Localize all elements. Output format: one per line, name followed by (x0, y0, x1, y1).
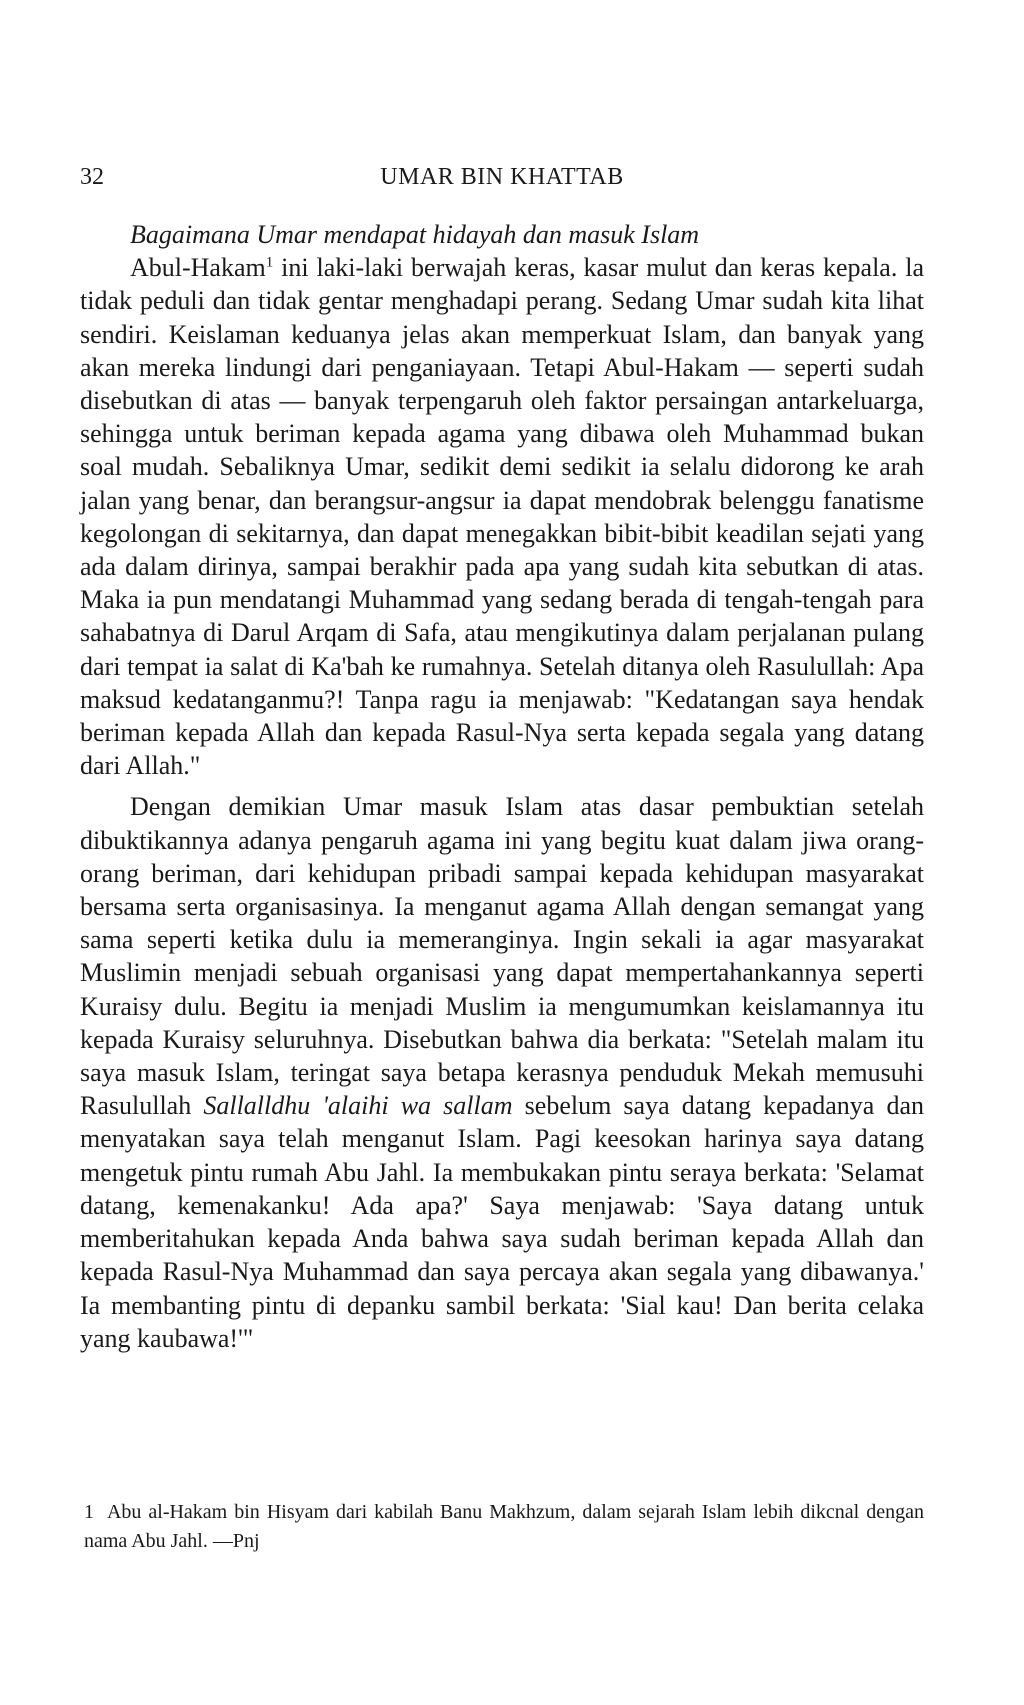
main-text (80, 218, 924, 1355)
paragraph-2-text-end: sebelum saya datang kepadanya dan menyatakan saya telah menganut Islam. Pagi keesokan harinya saya datang mengetuk pintu rumah Abu Jahl. Ia membukakan pintu seraya berkata: 'Selamat datang, kemenakanku! Ada apa?' Saya menjawab: 'Saya datang untuk memberitahukan kepada Anda bahwa saya sudah beriman kepada Allah dan kepada Rasul-Nya Muhammad dan saya percaya akan segala yang dibawanya.' Ia membanting pintu di depanku sambil berkata: 'Sial kau! Dan berita celaka yang kaubawa!'" (80, 1091, 924, 1353)
paragraph-2 (80, 790, 924, 1354)
paragraph-1-text: ini laki-laki berwajah keras, kasar mulut dan keras kepala. la tidak peduli dan tidak gentar menghadapi perang. Sedang Umar sudah kita lihat sendiri. Keislaman keduanya jelas akan memperkuat Islam, dan banyak yang akan mereka lindungi dari penganiayaan. Tetapi Abul-Hakam — seperti sudah disebutkan di atas — banyak terpengaruh oleh faktor persaingan antarkeluarga, sehingga untuk beriman kepada agama yang dibawa oleh Muhammad bukan soal mudah. Sebaliknya Umar, sedikit demi sedikit ia selalu didorong ke arah jalan yang benar, dan berangsur-angsur ia dapat mendobrak belenggu fanatisme kegolongan di sekitarnya, dan dapat menegakkan bibit-bibit keadilan sejati yang ada dalam dirinya, sampai berakhir pada apa yang sudah kita sebutkan di atas. Maka ia pun mendatangi Muhammad yang sedang berada di tengah-tengah para sahabatnya di Darul Arqam di Safa, atau mengikutinya dalam perjalanan pulang dari tempat ia salat di Ka'bah ke rumahnya. Setelah ditanya oleh Rasulullah: Apa maksud kedatanganmu?! Tanpa ragu ia menjawab: "Kedatangan saya hendak beriman kepada Allah dan kepada Rasul-Nya serta kepada segala yang datang dari Allah." (80, 253, 924, 781)
paragraph-2-text-start: Dengan demikian Umar masuk Islam atas dasar pembuktian setelah dibuktikannya adanya pengaruh agama ini yang begitu kuat dalam jiwa orang-orang beriman, dari kehidupan pribadi sampai kepada kehidupan masyarakat bersama serta organisasinya. Ia menganut agama Allah dengan semangat yang sama seperti ketika dulu ia memeranginya. Ingin sekali ia agar masyarakat Muslimin menjadi sebuah organisasi yang dapat mempertahankannya seperti Kuraisy dulu. Begitu ia menjadi Muslim ia mengumumkan keislamannya itu kepada Kuraisy seluruhnya. Disebutkan bahwa dia berkata: "Setelah malam itu saya masuk Islam, teringat saya betapa kerasnya penduduk Mekah memusuhi Rasulullah (80, 792, 924, 1121)
running-title: UMAR BIN KHATTAB (380, 164, 624, 190)
footnote (84, 1498, 924, 1556)
page-number: 32 (80, 164, 104, 190)
paragraph-1 (80, 251, 924, 782)
paragraph-2-italic-phrase: Sallalldhu 'alaihi wa sallam (203, 1091, 513, 1121)
paragraph-1-name: Abul-Hakam (130, 253, 266, 283)
footnote-number: 1 (84, 1501, 94, 1523)
page-header (80, 164, 924, 198)
footnote-entry (84, 1498, 924, 1556)
section-heading: Bagaimana Umar mendapat hidayah dan masuk Islam (130, 220, 700, 249)
footnote-reference: 1 (265, 254, 274, 271)
footnote-text: Abu al-Hakam bin Hisyam dari kabilah Banu Makhzum, dalam sejarah Islam lebih dikcnal dengan nama Abu Jahl. —Pnj (84, 1501, 924, 1552)
